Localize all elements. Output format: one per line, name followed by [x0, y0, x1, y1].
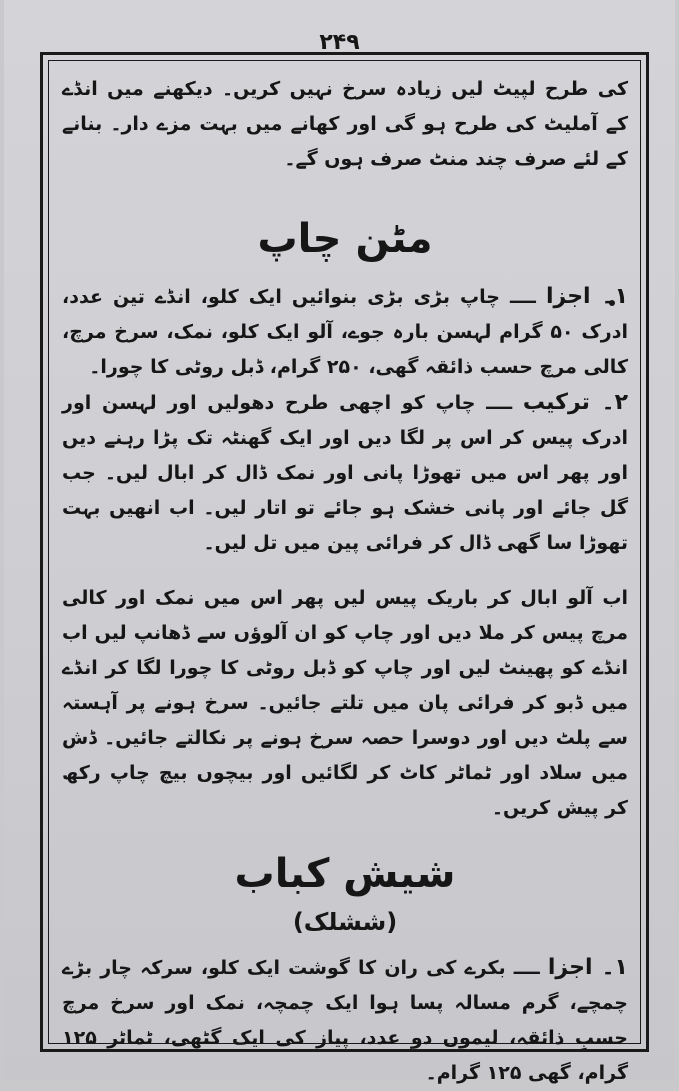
ingredients-paragraph — [62, 279, 628, 385]
separator-dash: ــــ — [499, 286, 536, 308]
book-page — [4, 0, 675, 1084]
recipe-title-mutton-chops: مٹن چاپ — [257, 216, 433, 262]
intro-paragraph: کی طرح لپیٹ لیں زیادہ سرخ نہیں کریں۔ دیکھنے میں انڈے کے آملیٹ کی طرح ہو گی اور کھانے میں بہت مزے دار۔ بنانے کے لئے صرف چند منٹ صرف ہوں گے۔ — [62, 78, 628, 170]
kebab-ingredients-text: بکرے کی ران کا گوشت ایک کلو، سرکہ چار بڑے چمچے، گرم مسالہ پسا ہوا ایک چمچہ، نمک اور سرخ مرچ حسبِ ذائقہ، لیموں دو عدد، پیاز کی ایک گٹھی، ٹماٹر ۱۲۵ گرام، گھی ۱۲۵ گرام۔ — [62, 957, 628, 1084]
separator-dash: ــــ — [475, 392, 513, 414]
ingredients-text: چاپ بڑی بڑی بنوائیں ایک کلو، انڈے تین عدد، ادرک ۵۰ گرام لہسن بارہ جوے، آلو ایک کلو، نمک، سرخ مرچ، کالی مرچ حسب ذائقہ گھی، ۲۵۰ گرام، ڈبل روٹی کا چورا۔ — [62, 286, 628, 378]
ingredients-label: ۱۔ اجزا — [545, 284, 628, 309]
method-label: ۲۔ ترکیب — [522, 390, 628, 415]
method-text: چاپ کو اچھی طرح دھولیں اور لہسن اور ادرک پیس کر اس پر لگا دیں اور ایک گھنٹہ تک پڑا رہنے دیں اور پھر اس میں تھوڑا پانی اور نمک ڈال کر ابال لیں۔ جب گل جائے اور پانی خشک ہو جائے تو اتار لیں۔ اب انھیں بہت تھوڑا سا گھی ڈال کر فرائی پین میں تل لیں۔ — [62, 392, 628, 554]
page-number: ۲۴۹ — [319, 30, 360, 55]
kebab-ingredients-paragraph — [62, 950, 628, 1091]
method-continued-paragraph: اب آلو ابال کر باریک پیس لیں پھر اس میں نمک اور کالی مرچ پیس کر ملا دیں اور چاپ کو ان آلوؤں سے ڈھانپ لیں اب انڈے کو پھینٹ لیں اور چاپ کو ڈبل روٹی کا چورا لگا کر انڈے میں ڈبو کر فرائی پان میں تلتے جائیں۔ سرخ ہونے پر آہستہ سے پلٹ دیں اور دوسرا حصہ سرخ ہونے پر نکالتے جائیں۔ ڈش میں سلاد اور ٹماٹر کاٹ کر لگائیں اور بیچوں بیچ چاپ رکھ کر پیش کریں۔ — [62, 587, 628, 819]
method-paragraph — [62, 385, 628, 561]
recipe-title-shish-kebab: شیش کباب — [234, 851, 456, 897]
kebab-ingredients-label: ۱۔ اجزا — [547, 955, 628, 980]
page-content — [62, 66, 628, 1084]
recipe-subtitle: (ششلک) — [292, 908, 398, 936]
separator-dash: ــــ — [505, 957, 540, 979]
